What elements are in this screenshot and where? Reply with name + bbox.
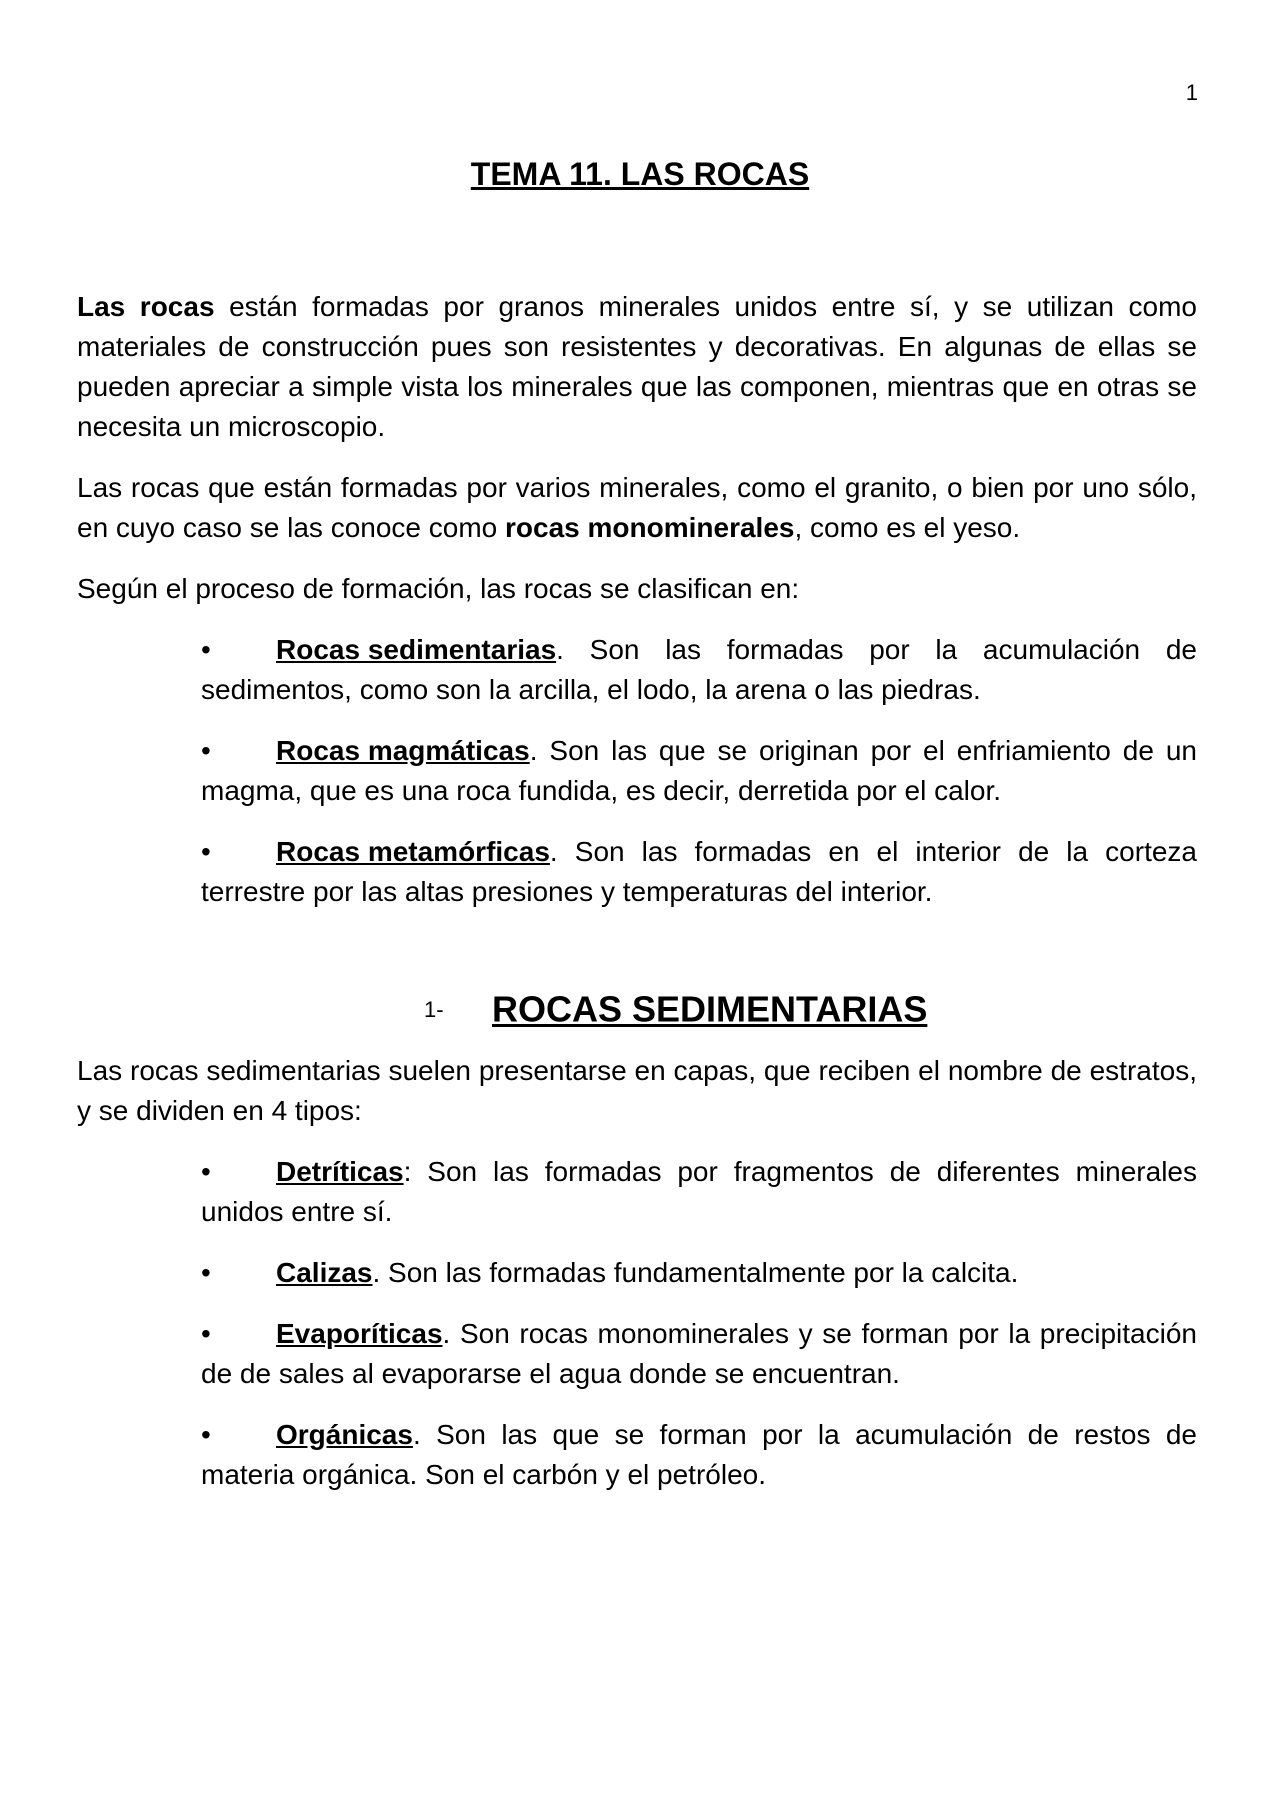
section-number: 1-: [424, 996, 444, 1022]
list-item-term: Calizas: [276, 1256, 373, 1288]
list-item: [201, 731, 1197, 811]
list-item-term: Detríticas: [276, 1155, 404, 1187]
bullet-icon: •: [201, 1155, 211, 1187]
intro-paragraph-1-text: están formadas por granos minerales unidos entre sí, y se utilizan como materiales de construcción pues son resistentes y decorativas. En algunas de ellas se pueden apreciar a simple vista los minerales que las componen, mientras que en otras se necesita un microscopio.: [77, 291, 1197, 442]
intro-paragraph-2-text-b: , como es el yeso.: [794, 512, 1021, 543]
list-item-term: Orgánicas: [276, 1418, 413, 1450]
list-item-text: . Son las formadas en el interior de la corteza terrestre por las altas presiones y temperaturas del interior.: [201, 836, 1197, 907]
section-title: ROCAS SEDIMENTARIAS: [492, 988, 928, 1030]
sedimentary-types-list: [201, 1152, 1197, 1495]
list-item-text: . Son las formadas por la acumulación de sedimentos, como son la arcilla, el lodo, la arena o las piedras.: [201, 634, 1197, 705]
bullet-icon: •: [201, 1418, 211, 1450]
list-item: [201, 630, 1197, 710]
bullet-icon: •: [201, 1256, 211, 1288]
page-title: TEMA 11. LAS ROCAS: [470, 156, 810, 192]
page-number: 1: [1185, 80, 1198, 105]
list-item-text: . Son las que se originan por el enfriamiento de un magma, que es una roca fundida, es decir, derretida por el calor.: [201, 735, 1197, 806]
list-item: [201, 1314, 1197, 1394]
intro-paragraph-2: [77, 468, 1197, 548]
section-heading: [77, 988, 1197, 1030]
list-item: [201, 1415, 1197, 1495]
list-item-text: . Son las que se forman por la acumulación de restos de materia orgánica. Son el carbón y el petróleo.: [201, 1418, 1197, 1490]
intro-term-monominerales: rocas monominerales: [505, 512, 795, 543]
bullet-icon: •: [201, 836, 211, 867]
list-item: [201, 832, 1197, 912]
document-body: [77, 287, 1197, 1516]
intro-term-las-rocas: Las rocas: [77, 291, 215, 322]
list-item-text: . Son las formadas fundamentalmente por la calcita.: [372, 1256, 1019, 1288]
section-intro-paragraph: Las rocas sedimentarias suelen presentarse en capas, que reciben el nombre de estratos, y se dividen en 4 tipos:: [77, 1054, 1197, 1126]
list-item: [201, 1253, 1197, 1293]
list-item: [201, 1152, 1197, 1232]
list-item-term: Rocas sedimentarias: [276, 634, 557, 665]
classification-list: [201, 630, 1197, 912]
intro-paragraph-1: [77, 287, 1197, 447]
intro-paragraph-3: Según el proceso de formación, las rocas se clasifican en:: [77, 573, 800, 604]
list-item-term: Evaporíticas: [276, 1317, 443, 1349]
list-item-text: : Son las formadas por fragmentos de diferentes minerales unidos entre sí.: [201, 1155, 1197, 1227]
intro-paragraph-2-text-a: Las rocas que están formadas por varios minerales, como el granito, o bien por uno sólo, en cuyo caso se las conoce como: [77, 472, 1197, 543]
list-item-text: . Son rocas monominerales y se forman por la precipitación de de sales al evaporarse el agua donde se encuentran.: [201, 1317, 1197, 1389]
bullet-icon: •: [201, 1317, 211, 1349]
bullet-icon: •: [201, 735, 211, 766]
bullet-icon: •: [201, 634, 211, 665]
list-item-term: Rocas metamórficas: [276, 836, 550, 867]
list-item-term: Rocas magmáticas: [276, 735, 530, 766]
